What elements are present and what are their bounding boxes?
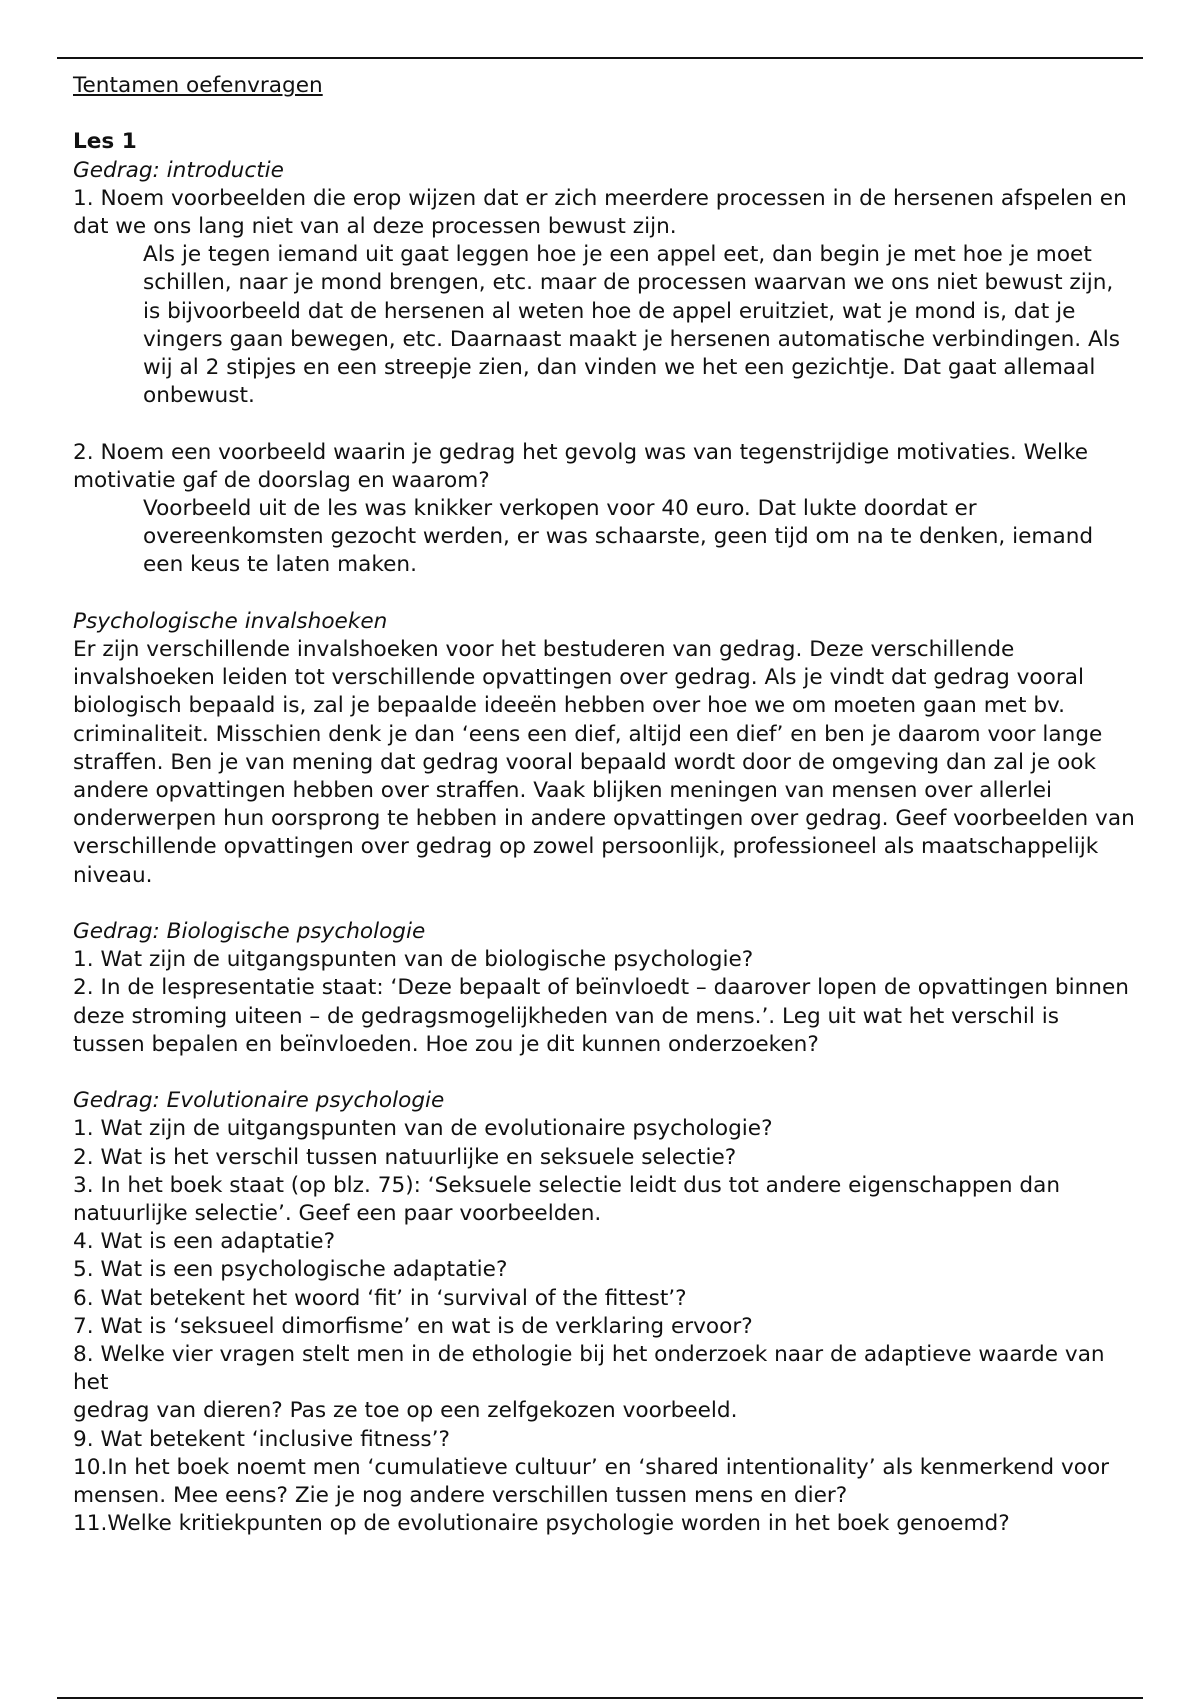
invalshoeken-paragraph: Er zijn verschillende invalshoeken voor het bestuderen van gedrag. Deze verschillende invalshoeken leiden tot verschillende opvattingen over gedrag. Als je vindt dat gedrag vooral biologisch bepaald is, zal je bepaalde ideeën hebben over hoe we om moeten gaan met bv. criminaliteit. Misschien denk je dan ‘eens een dief, altijd een dief’ en ben je daarom voor lange straffen. Ben je van mening dat gedrag vooral bepaald wordt door de omgeving dan zal je ook andere opvattingen hebben over straffen. Vaak blijken meningen van mensen over allerlei onderwerpen hun oorsprong te hebben in andere opvattingen over gedrag. Geef voorbeelden van verschillende opvattingen over gedrag op zowel persoonlijk, professioneel als maatschappelijk niveau. (73, 637, 1135, 888)
evolutionair-line: 9. Wat betekent ‘inclusive fitness’? (73, 1426, 450, 1452)
answer-2-introductie: Voorbeeld uit de les was knikker verkopen voor 40 euro. Dat lukte doordat er overeenkomsten gezocht werden, er was schaarste, geen tijd om na te denken, iemand een keus te laten maken. (143, 496, 1094, 578)
evolutionair-line: 5. Wat is een psychologische adaptatie? (73, 1257, 508, 1283)
question-2-biologisch: 2. In de lespresentatie staat: ‘Deze bepaalt of beïnvloedt – daarover lopen de opvattingen binnen deze stroming uiteen – de gedragsmogelijkheden van de mens.’. Leg uit wat het verschil is tussen bepalen en beïnvloeden. Hoe zou je dit kunnen onderzoeken? (73, 975, 1129, 1057)
evolutionair-line: 8. Welke vier vragen stelt men in de ethologie bij het onderzoek naar de adaptieve waarde van het (73, 1342, 1105, 1396)
evolutionair-line: 3. In het boek staat (op blz. 75): ‘Seksuele selectie leidt dus tot andere eigenschappen dan natuurlijke selectie’. Geef een paar voorbeelden. (73, 1172, 1061, 1227)
question-1-biologisch: 1. Wat zijn de uitgangspunten van de biologische psychologie? (73, 947, 754, 973)
section-evolutionair (73, 1087, 1135, 1538)
document-title: Tentamen oefenvragen (73, 73, 323, 98)
spacer (73, 100, 1135, 128)
lesson-heading: Les 1 (73, 129, 137, 155)
evolutionair-line: 1. Wat zijn de uitgangspunten van de evolutionaire psychologie? (73, 1116, 773, 1142)
spacer (73, 890, 1135, 918)
document-page (73, 72, 1135, 1538)
section-introductie (73, 157, 1135, 580)
question-2-introductie: 2. Noem een voorbeeld waarin je gedrag het gevolg was van tegenstrijdige motivaties. Welke motivatie gaf de doorslag en waarom? (73, 439, 1089, 493)
evolutionair-line: gedrag van dieren? Pas ze toe op een zelfgekozen voorbeeld. (73, 1398, 738, 1424)
spacer (73, 580, 1135, 608)
evolutionair-line: 6. Wat betekent het woord ‘fit’ in ‘survival of the fittest’? (73, 1285, 687, 1311)
section-heading-evolutionair: Gedrag: Evolutionaire psychologie (73, 1088, 445, 1114)
section-heading-introductie: Gedrag: introductie (73, 157, 284, 183)
bottom-rule (57, 1697, 1143, 1699)
section-heading-biologisch: Gedrag: Biologische psychologie (73, 919, 426, 945)
spacer (73, 1059, 1135, 1087)
evolutionair-line: mensen. Mee eens? Zie je nog andere verschillen tussen mens en dier? (73, 1483, 848, 1509)
evolutionair-line: 4. Wat is een adaptatie? (73, 1229, 336, 1255)
top-rule (57, 57, 1143, 59)
spacer (73, 410, 1135, 438)
section-biologisch (73, 918, 1135, 1059)
question-1-introductie: 1. Noem voorbeelden die erop wijzen dat er zich meerdere processen in de hersenen afspelen en dat we ons lang niet van al deze processen bewust zijn. (73, 185, 1127, 239)
section-invalshoeken (73, 608, 1135, 890)
evolutionair-line: 10.In het boek noemt men ‘cumulatieve cultuur’ en ‘shared intentionality’ als kenmerkend voor (73, 1454, 1110, 1480)
evolutionair-line: 2. Wat is het verschil tussen natuurlijke en seksuele selectie? (73, 1144, 737, 1170)
section-heading-invalshoeken: Psychologische invalshoeken (73, 608, 388, 634)
evolutionair-line: 11.Welke kritiekpunten op de evolutionaire psychologie worden in het boek genoemd? (73, 1511, 1010, 1537)
evolutionair-line: 7. Wat is ‘seksueel dimorfisme’ en wat is de verklaring ervoor? (73, 1313, 753, 1339)
answer-1-introductie: Als je tegen iemand uit gaat leggen hoe je een appel eet, dan begin je met hoe je moet schillen, naar je mond brengen, etc. maar de processen waarvan we ons niet bewust zijn, is bijvoorbeeld dat de hersenen al weten hoe de appel eruitziet, wat je mond is, dat je vingers gaan bewegen, etc. Daarnaast maakt je hersenen automatische verbindingen. Als wij al 2 stipjes en een streepje zien, dan vinden we het een gezichtje. Dat gaat allemaal onbewust. (143, 242, 1121, 409)
